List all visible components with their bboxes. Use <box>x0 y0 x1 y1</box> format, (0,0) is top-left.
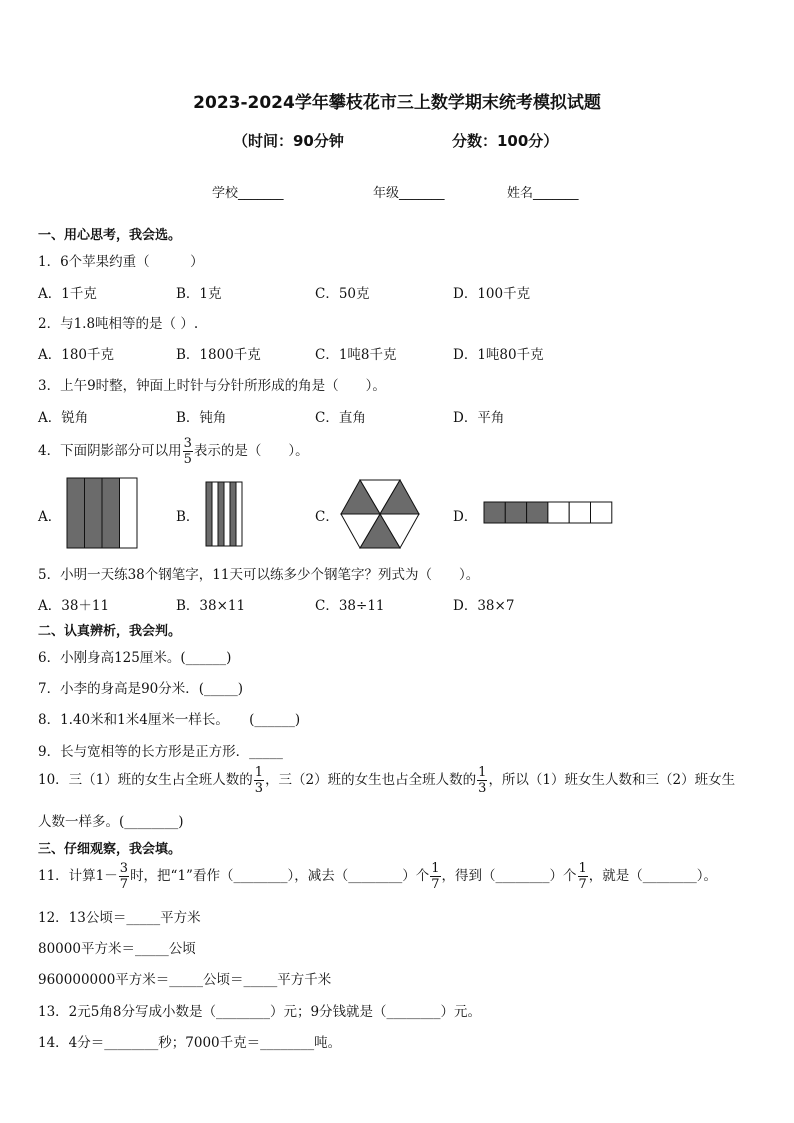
page-title: 2023-2024学年攀枝花市三上数学期末统考模拟试题 <box>193 93 601 113</box>
q4-text-pre: 4．下面阴影部分可以用 <box>38 443 182 459</box>
q3-option-c: C．直角 <box>315 410 366 426</box>
question-7: 7．小李的身高是90分米．(_____) <box>38 681 244 697</box>
question-14: 14．4分＝________秒；7000千克＝________吨。 <box>38 1035 342 1051</box>
section-2-heading: 二、认真辨析，我会判。 <box>38 624 182 639</box>
exam-time: （时间：90分钟 <box>233 132 344 150</box>
question-10-line2: 人数一样多。(________) <box>38 814 184 830</box>
name-field: 姓名_______ <box>507 186 579 201</box>
q2-option-a: A．180千克 <box>38 347 115 363</box>
q5-option-c: C．38÷11 <box>315 598 385 614</box>
section-3-heading: 三、仔细观察，我会填。 <box>38 842 182 857</box>
question-10: 10．三（1）班的女生占全班人数的 $\frac{1}{3}$ ，三（2）班的女生也占全班人数的 $\frac{1}{3}$ ，所以（1）班女生人数和三（2）班女生 <box>38 765 736 796</box>
q1-option-a: A．1千克 <box>38 286 97 302</box>
question-9: 9．长与宽相等的长方形是正方形．_____ <box>38 744 283 760</box>
exam-score: 分数：100分） <box>452 132 559 150</box>
section-1-heading: 一、用心思考，我会选。 <box>38 228 182 243</box>
question-3: 3．上午9时整，钟面上时针与分针所形成的角是（ ）。 <box>38 378 386 394</box>
fraction-three-sevenths: $\frac{3}{7}$ <box>119 861 129 892</box>
question-8: 8．1.40米和1米4厘米一样长。 (______) <box>38 712 301 728</box>
question-12a: 12．13公顷＝_____平方米 <box>38 910 201 926</box>
question-6: 6．小刚身高125厘米。(______) <box>38 650 232 666</box>
q4-text-post: 表示的是（ ）。 <box>193 443 309 459</box>
q4-figure-b <box>205 481 243 547</box>
question-12c: 960000000平方米＝_____公顷＝_____平方千米 <box>38 972 332 988</box>
q1-option-c: C．50克 <box>315 286 370 302</box>
q1-option-b: B．1克 <box>176 286 222 302</box>
q2-option-c: C．1吨8千克 <box>315 347 397 363</box>
q5-option-a: A．38＋11 <box>38 598 110 614</box>
q3-option-b: B．钝角 <box>176 410 227 426</box>
question-2: 2．与1.8吨相等的是（ ）. <box>38 316 199 332</box>
q2-option-b: B．1800千克 <box>176 347 261 363</box>
q4-option-c: C． <box>315 509 339 525</box>
q4-option-a: A． <box>38 509 62 525</box>
grade-field: 年级_______ <box>373 186 445 201</box>
q4-figure-c <box>340 478 420 550</box>
q1-option-d: D．100千克 <box>453 286 531 302</box>
question-5: 5．小明一天练38个钢笔字，11天可以练多少个钢笔字？列式为（ ）。 <box>38 567 480 583</box>
fraction-one-third: $\frac{1}{3}$ <box>478 765 487 796</box>
question-13: 13．2元5角8分写成小数是（________）元；9分钱就是（________）元。 <box>38 1004 482 1020</box>
q3-option-d: D．平角 <box>453 410 505 426</box>
fraction-three-fifths: $\frac{3}{5}$ <box>183 436 192 467</box>
question-12b: 80000平方米＝_____公顷 <box>38 941 196 957</box>
fraction-one-seventh: $\frac{1}{7}$ <box>578 861 587 892</box>
fraction-one-third: $\frac{1}{3}$ <box>254 765 264 796</box>
school-field: 学校_______ <box>212 186 284 201</box>
q2-option-d: D．1吨80千克 <box>453 347 544 363</box>
fraction-one-seventh: $\frac{1}{7}$ <box>431 861 440 892</box>
question-1: 1．6个苹果约重（ ） <box>38 254 204 270</box>
q3-option-a: A．锐角 <box>38 410 89 426</box>
question-11: 11．计算1－ $\frac{3}{7}$ 时，把“1”看作（________），减去（________）个 $\frac{1}{7}$ ，得到（________）个 $\frac{1}{7}$ ，就是（________）。 <box>38 861 718 892</box>
q4-figure-a <box>66 477 138 549</box>
q5-option-d: D．38×7 <box>453 598 515 614</box>
question-4 <box>38 437 309 466</box>
q4-option-b: B． <box>176 509 200 525</box>
q5-option-b: B．38×11 <box>176 598 246 614</box>
q4-option-d: D． <box>453 509 478 525</box>
q4-figure-d <box>483 501 613 525</box>
